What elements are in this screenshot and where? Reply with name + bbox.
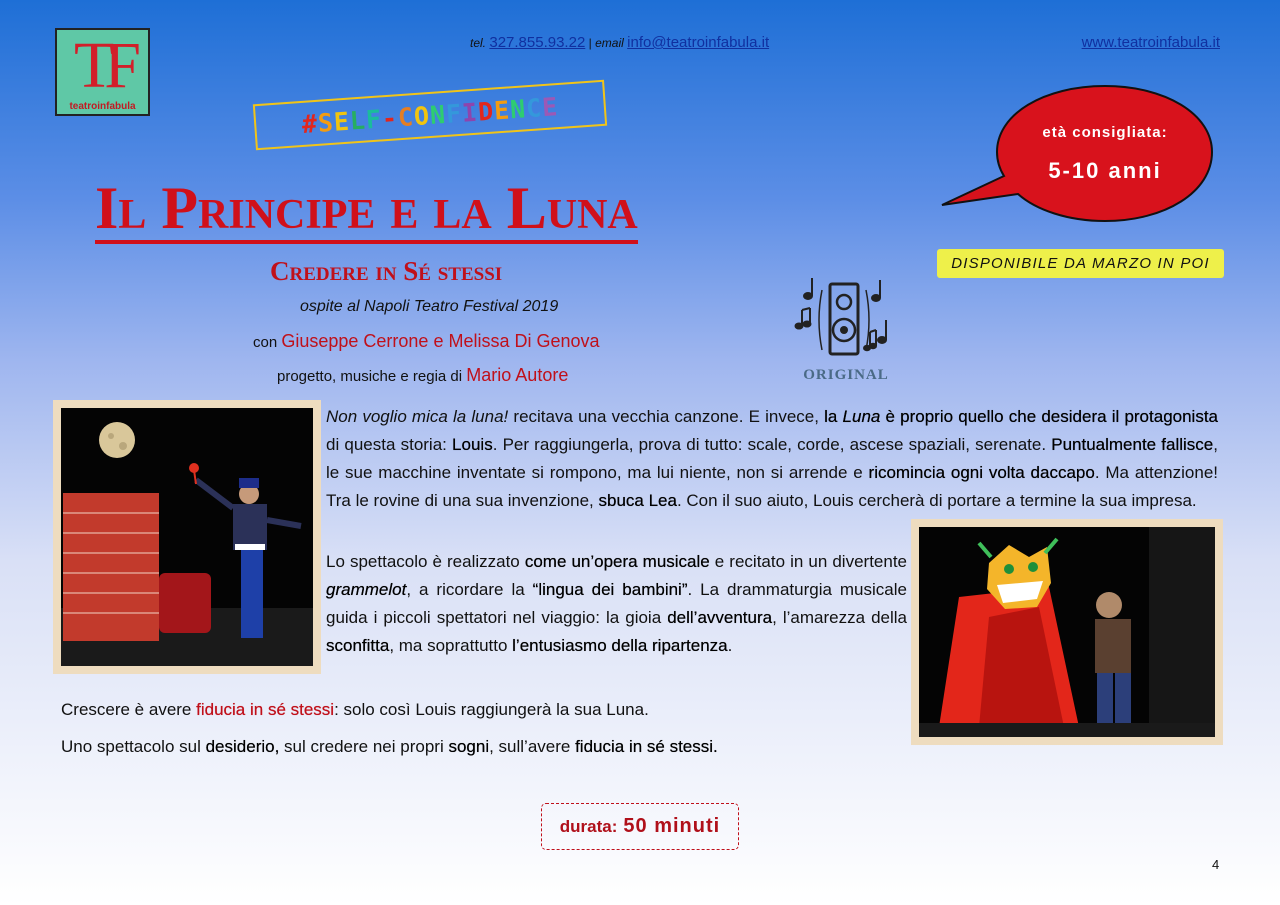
logo[interactable] xyxy=(55,28,150,116)
text-span: grammelot xyxy=(326,580,407,599)
text-span: , ma soprattutto xyxy=(389,636,513,655)
text-span: fiducia in sé stessi xyxy=(196,700,335,719)
text-span: come un’opera musicale xyxy=(524,552,710,571)
stage-photo-dragon xyxy=(911,519,1223,745)
duration-value: 50 minuti xyxy=(623,815,721,837)
hashtag-char: E xyxy=(332,106,351,137)
text-span: sconfitta xyxy=(326,636,390,655)
duration-label: durata: xyxy=(559,816,618,836)
duration-box xyxy=(541,803,739,850)
age-range: 5-10 anni xyxy=(1048,158,1162,183)
cast-line xyxy=(253,331,600,352)
logo-letters: TF xyxy=(73,29,132,102)
text-span: . La drammaturgia musicale guida i piccoli spettatori nel viaggio: la gioia xyxy=(326,580,907,627)
website-link[interactable]: www.teatroinfabula.it xyxy=(1081,34,1220,51)
email-label: email xyxy=(595,36,624,50)
text-span: . xyxy=(727,636,733,655)
text-span: sbuca Lea xyxy=(598,491,677,510)
paragraph-musical xyxy=(326,548,907,660)
hashtag-char: S xyxy=(316,107,335,138)
text-span: . Per raggiungerla, prova di tutto: scale, corde, ascese spaziali, serenate. xyxy=(492,435,1052,454)
text-span: , sull’avere xyxy=(489,737,576,756)
dragon-scene-illustration xyxy=(919,527,1215,737)
text-span: fiducia in sé stessi. xyxy=(575,737,718,756)
hashtag-char: E xyxy=(541,91,560,122)
hashtag-banner xyxy=(253,80,607,150)
text-span: Uno spettacolo sul xyxy=(61,737,206,756)
speech-bubble-icon xyxy=(940,84,1215,224)
text-span: desiderio, xyxy=(205,737,280,756)
text-span: è proprio quello che desidera il protagonista xyxy=(880,407,1219,426)
direction-prefix: progetto, musiche e regia di xyxy=(277,368,463,385)
hashtag-char: N xyxy=(509,93,528,124)
direction-line xyxy=(277,365,568,386)
original-label: ORIGINAL xyxy=(803,367,889,383)
text-span: . Ma attenzione! Tra le rovine di una sua invenzione, xyxy=(326,463,1218,510)
text-span: , a ricordare la xyxy=(406,580,533,599)
text-span: “lingua dei bambini” xyxy=(532,580,688,599)
text-span: Crescere è avere xyxy=(61,700,197,719)
hashtag-char: N xyxy=(428,99,448,130)
paragraph-summary xyxy=(61,734,718,760)
logo-brand-text: teatroinfabula xyxy=(69,101,136,112)
hashtag-char: L xyxy=(348,105,367,136)
hashtag-char: O xyxy=(412,100,432,131)
director-name: Mario Autore xyxy=(466,365,569,385)
text-span: . Con il suo aiuto, Louis cercherà di portare a termine la sua impresa. xyxy=(676,491,1197,510)
festival-guest-note: ospite al Napoli Teatro Festival 2019 xyxy=(300,298,559,315)
hashtag-char: # xyxy=(300,108,319,139)
show-subtitle: Credere in Sé stessi xyxy=(270,256,503,286)
separator: | xyxy=(588,36,592,50)
text-span: recitava una vecchia canzone. E invece, xyxy=(508,407,825,426)
paragraph-intro xyxy=(326,403,1218,515)
hashtag-char: - xyxy=(380,102,399,133)
text-span: la xyxy=(824,407,843,426)
phone-link[interactable]: 327.855.93.22 xyxy=(489,34,586,51)
hashtag-char: I xyxy=(461,97,480,128)
text-span: e recitato in un divertente xyxy=(709,552,907,571)
text-span: l’entusiasmo della ripartenza xyxy=(512,636,728,655)
hashtag-char: C xyxy=(396,101,415,132)
text-span: Luna xyxy=(842,407,881,426)
cast-prefix: con xyxy=(253,334,278,351)
show-title: Il Principe e la Luna xyxy=(95,178,638,244)
tel-label: tel. xyxy=(470,36,487,50)
age-speech-bubble xyxy=(940,84,1215,224)
hashtag-char: D xyxy=(477,96,496,127)
hashtag-char: C xyxy=(525,92,544,123)
contact-info xyxy=(470,34,769,51)
text-span: dell’avventura xyxy=(667,608,773,627)
original-music-badge xyxy=(792,270,900,388)
hashtag-char: E xyxy=(493,94,512,125)
text-span: : solo così Louis raggiungerà la sua Luna. xyxy=(334,700,649,719)
text-span: sul credere nei propri xyxy=(279,737,449,756)
stage-photo-louis-moon xyxy=(53,400,321,674)
cast-names: Giuseppe Cerrone e Melissa Di Genova xyxy=(281,331,600,351)
moon-scene-illustration xyxy=(61,408,313,666)
text-span: , l’amarezza della xyxy=(772,608,907,627)
song-quote: Non voglio mica la luna! xyxy=(326,407,509,426)
speaker-music-icon xyxy=(792,270,900,370)
text-span: , le sue macchine inventate si rompono, ma lui niente, non si arrende e xyxy=(326,435,1218,482)
age-label: età consigliata: xyxy=(1042,124,1168,141)
paragraph-confidence xyxy=(61,697,649,723)
text-span: Louis xyxy=(452,435,493,454)
text-span: di questa storia: xyxy=(326,435,453,454)
availability-badge: DISPONIBILE DA MARZO IN POI xyxy=(937,249,1224,278)
email-link[interactable]: info@teatroinfabula.it xyxy=(627,34,770,51)
text-span: Puntualmente fallisce xyxy=(1051,435,1214,454)
text-span: ricomincia ogni volta daccapo xyxy=(868,463,1095,482)
text-span: sogni xyxy=(448,737,490,756)
hashtag-char: F xyxy=(445,98,464,129)
text-span: Lo spettacolo è realizzato xyxy=(326,552,525,571)
page-number: 4 xyxy=(1212,857,1220,872)
hashtag-char: F xyxy=(364,103,383,134)
